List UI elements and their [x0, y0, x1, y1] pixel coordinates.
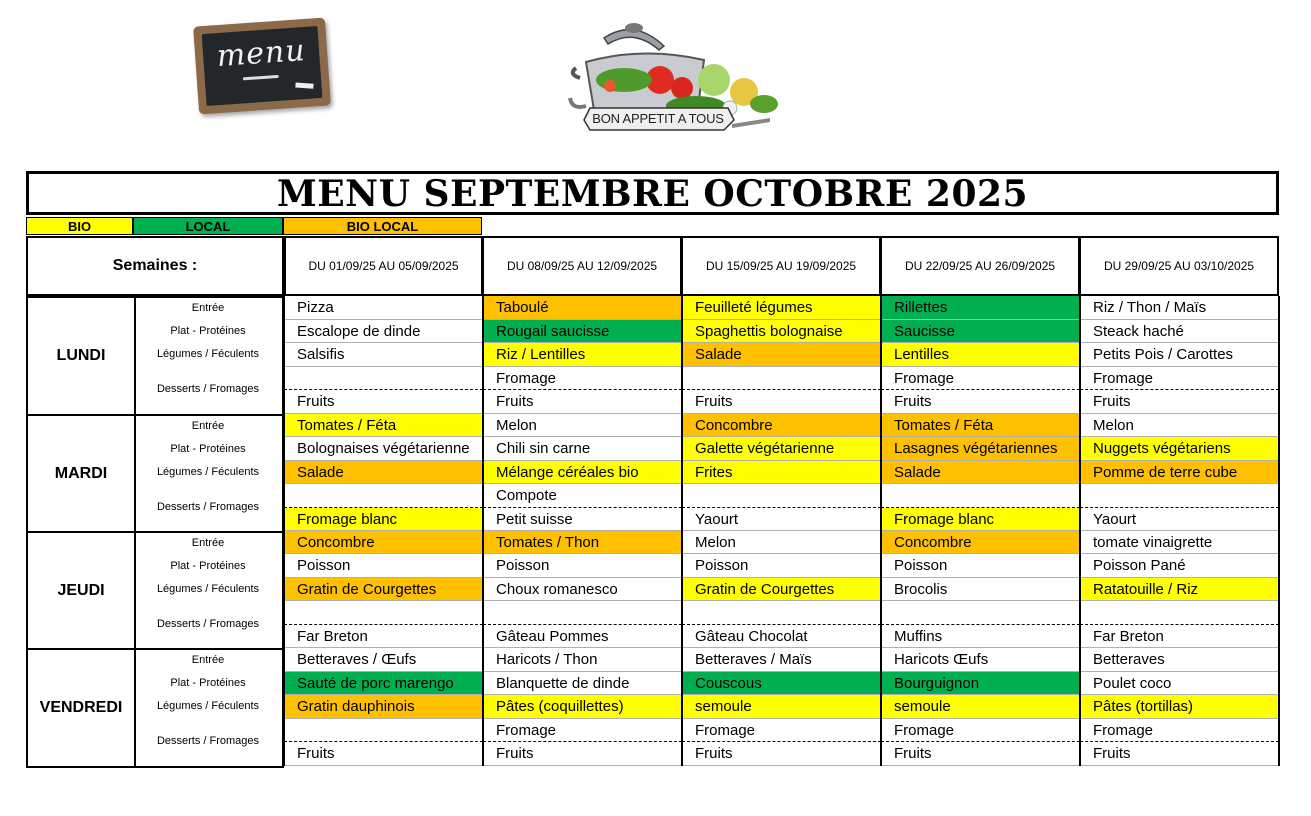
menu-cell: Melon — [1080, 414, 1279, 437]
menu-cell: Yaourt — [1080, 508, 1279, 531]
category-label: Légumes / Féculents — [156, 700, 260, 712]
menu-cell: Fruits — [682, 742, 881, 766]
week-header: DU 22/09/25 AU 26/09/2025 — [880, 236, 1080, 296]
menu-cell: Rillettes — [881, 296, 1080, 320]
category-labels — [134, 296, 284, 416]
column-divider — [681, 296, 683, 766]
day-name: VENDREDI — [26, 648, 136, 768]
menu-cell: Galette végétarienne — [682, 437, 881, 461]
category-label: Légumes / Féculents — [156, 466, 260, 478]
menu-cell: Bolognaises végétarienne — [284, 437, 483, 461]
menu-cell: Frites — [682, 461, 881, 484]
menu-cell: semoule — [682, 695, 881, 719]
category-labels — [134, 648, 284, 768]
menu-cell: Fromage blanc — [881, 508, 1080, 531]
category-label: Plat - Protéines — [170, 677, 246, 689]
category-label: Entrée — [191, 537, 225, 549]
menu-cell: Saucisse — [881, 320, 1080, 343]
menu-cell: Gâteau Chocolat — [682, 625, 881, 648]
menu-cell: Compote — [483, 484, 682, 508]
menu-cell: Pizza — [284, 296, 483, 320]
column-divider — [1278, 296, 1280, 766]
menu-cell: Salade — [881, 461, 1080, 484]
weeks-label: Semaines : — [26, 236, 284, 296]
menu-cell: Haricots / Thon — [483, 648, 682, 672]
menu-cell: Gratin de Courgettes — [284, 578, 483, 601]
menu-cell: Fromage — [682, 719, 881, 742]
column-divider — [482, 296, 484, 766]
menu-cell: Far Breton — [1080, 625, 1279, 648]
menu-cell: Riz / Thon / Maïs — [1080, 296, 1279, 320]
category-label: Plat - Protéines — [170, 560, 246, 572]
menu-cell: Fruits — [284, 742, 483, 766]
menu-cell — [483, 601, 682, 625]
category-label: Légumes / Féculents — [156, 348, 260, 360]
menu-cell: Taboulé — [483, 296, 682, 320]
menu-cell: Petits Pois / Carottes — [1080, 343, 1279, 367]
chalkboard-logo — [193, 18, 331, 115]
category-label: Desserts / Fromages — [156, 383, 260, 395]
menu-cell: Fruits — [881, 742, 1080, 766]
menu-cell: Fruits — [1080, 742, 1279, 766]
category-labels — [134, 531, 284, 650]
menu-cell: Betteraves / Maïs — [682, 648, 881, 672]
menu-cell: Salsifis — [284, 343, 483, 367]
menu-cell: Lasagnes végétariennes — [881, 437, 1080, 461]
menu-cell: Fruits — [483, 390, 682, 414]
menu-cell: Gratin dauphinois — [284, 695, 483, 719]
menu-cell: Betteraves — [1080, 648, 1279, 672]
menu-cell: Concombre — [881, 531, 1080, 554]
menu-cell: Brocolis — [881, 578, 1080, 601]
menu-cell: Poulet coco — [1080, 672, 1279, 695]
menu-cell: Fruits — [483, 742, 682, 766]
menu-cell: Salade — [284, 461, 483, 484]
menu-cell: Steack haché — [1080, 320, 1279, 343]
column-divider — [1079, 296, 1081, 766]
menu-cell: Spaghettis bolognaise — [682, 320, 881, 343]
menu-cell: Ratatouille / Riz — [1080, 578, 1279, 601]
menu-cell: Salade — [682, 343, 881, 367]
category-label: Entrée — [191, 302, 225, 314]
menu-cell — [284, 484, 483, 508]
menu-cell: Blanquette de dinde — [483, 672, 682, 695]
category-label: Plat - Protéines — [170, 443, 246, 455]
menu-cell: Nuggets végétariens — [1080, 437, 1279, 461]
menu-cell — [284, 367, 483, 390]
menu-cell: Poisson — [284, 554, 483, 578]
menu-cell: Fromage — [483, 719, 682, 742]
pot-caption: BON APPETIT A TOUS — [592, 111, 724, 126]
menu-cell: Escalope de dinde — [284, 320, 483, 343]
menu-cell: Riz / Lentilles — [483, 343, 682, 367]
menu-cell: Fromage — [881, 367, 1080, 390]
menu-cell — [682, 367, 881, 390]
menu-cell: Bourguignon — [881, 672, 1080, 695]
menu-cell: Pâtes (coquillettes) — [483, 695, 682, 719]
menu-cell: Poisson Pané — [1080, 554, 1279, 578]
category-label: Desserts / Fromages — [156, 501, 260, 513]
menu-cell: Poisson — [682, 554, 881, 578]
menu-cell: Chili sin carne — [483, 437, 682, 461]
menu-cell: Muffins — [881, 625, 1080, 648]
menu-cell: Concombre — [682, 414, 881, 437]
legend-local: LOCAL — [133, 217, 283, 235]
menu-cell: tomate vinaigrette — [1080, 531, 1279, 554]
menu-cell: Couscous — [682, 672, 881, 695]
menu-cell: Tomates / Thon — [483, 531, 682, 554]
category-label: Entrée — [191, 654, 225, 666]
legend-bio-local: BIO LOCAL — [283, 217, 482, 235]
menu-cell — [881, 601, 1080, 625]
menu-cell: Lentilles — [881, 343, 1080, 367]
menu-cell: Pâtes (tortillas) — [1080, 695, 1279, 719]
menu-cell — [682, 484, 881, 508]
menu-cell: Tomates / Féta — [284, 414, 483, 437]
menu-cell: Concombre — [284, 531, 483, 554]
menu-cell — [881, 484, 1080, 508]
menu-cell: Yaourt — [682, 508, 881, 531]
menu-cell: Feuilleté légumes — [682, 296, 881, 320]
menu-cell: Fromage blanc — [284, 508, 483, 531]
menu-cell: Poisson — [881, 554, 1080, 578]
menu-cell: Choux romanesco — [483, 578, 682, 601]
menu-cell: Fruits — [682, 390, 881, 414]
category-label: Légumes / Féculents — [156, 583, 260, 595]
category-label: Desserts / Fromages — [156, 735, 260, 747]
day-name: LUNDI — [26, 296, 136, 416]
menu-cell: Petit suisse — [483, 508, 682, 531]
menu-cell: Fruits — [881, 390, 1080, 414]
menu-cell: Pomme de terre cube — [1080, 461, 1279, 484]
menu-cell: Betteraves / Œufs — [284, 648, 483, 672]
menu-cell: Melon — [483, 414, 682, 437]
week-header: DU 01/09/25 AU 05/09/2025 — [284, 236, 483, 296]
category-labels — [134, 414, 284, 533]
menu-cell: Haricots Œufs — [881, 648, 1080, 672]
menu-cell: Gratin de Courgettes — [682, 578, 881, 601]
menu-cell: Fromage — [483, 367, 682, 390]
menu-cell: Melon — [682, 531, 881, 554]
menu-cell: Tomates / Féta — [881, 414, 1080, 437]
week-header: DU 08/09/25 AU 12/09/2025 — [482, 236, 682, 296]
menu-cell: Far Breton — [284, 625, 483, 648]
menu-cell: Gâteau Pommes — [483, 625, 682, 648]
menu-cell: Fromage — [881, 719, 1080, 742]
week-header: DU 29/09/25 AU 03/10/2025 — [1079, 236, 1279, 296]
day-name: MARDI — [26, 414, 136, 533]
cooking-pot-logo — [564, 16, 788, 146]
menu-cell — [1080, 601, 1279, 625]
menu-cell: Mélange céréales bio — [483, 461, 682, 484]
week-header: DU 15/09/25 AU 19/09/2025 — [681, 236, 881, 296]
chalkboard-text: menu — [215, 32, 307, 75]
column-divider — [283, 296, 285, 766]
menu-cell: Sauté de porc marengo — [284, 672, 483, 695]
menu-cell — [682, 601, 881, 625]
category-label: Desserts / Fromages — [156, 618, 260, 630]
menu-cell: Fruits — [284, 390, 483, 414]
day-name: JEUDI — [26, 531, 136, 650]
menu-cell — [284, 719, 483, 742]
column-divider — [880, 296, 882, 766]
menu-cell: Fromage — [1080, 367, 1279, 390]
menu-title: MENU SEPTEMBRE OCTOBRE 2025 — [26, 171, 1279, 215]
menu-cell: Fromage — [1080, 719, 1279, 742]
legend-bio: BIO — [26, 217, 133, 235]
menu-cell: Fruits — [1080, 390, 1279, 414]
menu-cell: Rougail saucisse — [483, 320, 682, 343]
menu-cell: semoule — [881, 695, 1080, 719]
category-label: Plat - Protéines — [170, 325, 246, 337]
menu-cell — [284, 601, 483, 625]
category-label: Entrée — [191, 420, 225, 432]
menu-cell — [1080, 484, 1279, 508]
menu-cell: Poisson — [483, 554, 682, 578]
